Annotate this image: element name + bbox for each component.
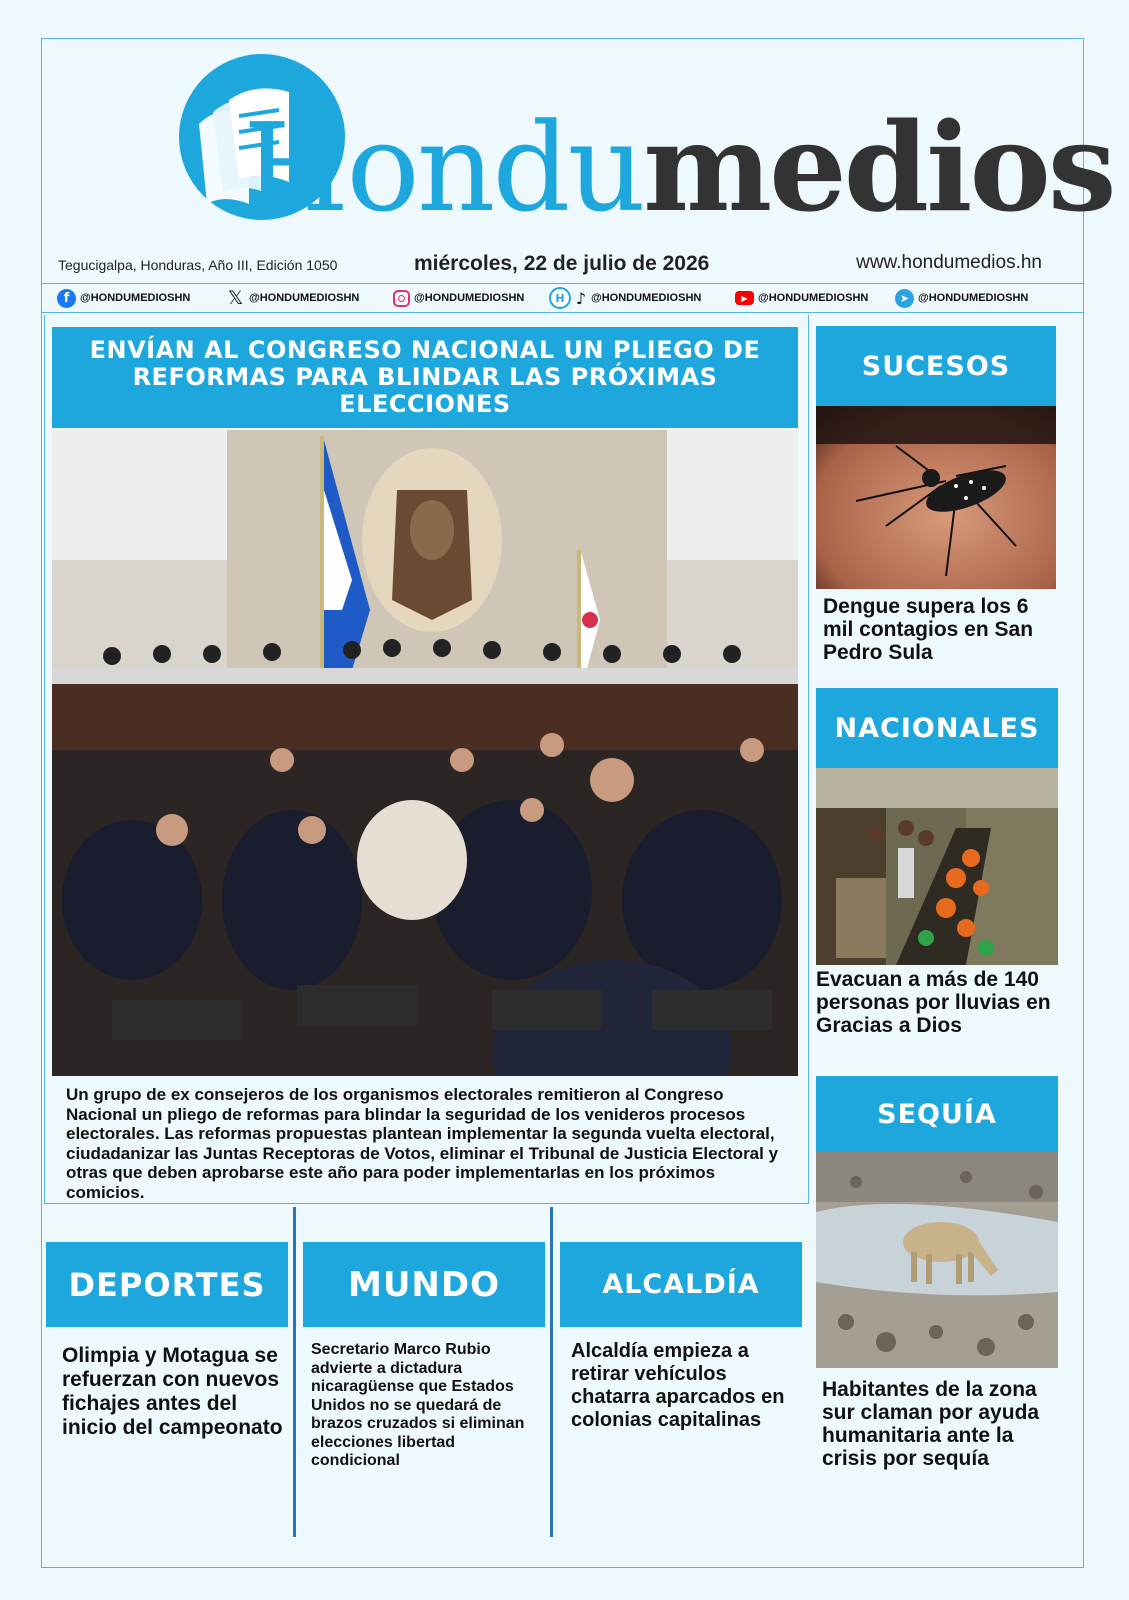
social-x[interactable] — [226, 288, 359, 308]
masthead-logo[interactable] — [175, 48, 1114, 239]
tiktok-icon: ♪ — [575, 288, 587, 308]
social-handle: @HONDUMEDIOSHN — [591, 292, 702, 304]
social-tiktok[interactable] — [549, 288, 701, 308]
website-link[interactable]: www.hondumedios.hn — [856, 252, 1042, 273]
social-youtube[interactable] — [735, 288, 868, 308]
nacionales-headline[interactable]: Evacuan a más de 140 personas por lluvias en Gracias a Dios — [816, 968, 1051, 1037]
sequia-headline[interactable]: Habitantes de la zona sur claman por ayuda humanitaria ante la crisis por sequía — [822, 1378, 1040, 1470]
main-headline[interactable]: ENVÍAN AL CONGRESO NACIONAL UN PLIEGO DE REFORMAS PARA BLINDAR LAS PRÓXIMAS ELECCIONES — [52, 327, 798, 428]
section-label-nacionales[interactable]: NACIONALES — [816, 688, 1058, 768]
x-icon: 𝕏 — [227, 287, 244, 309]
section-label-alcaldia[interactable]: ALCALDÍA — [560, 1242, 802, 1327]
nacionales-photo[interactable] — [816, 768, 1058, 965]
facebook-icon: f — [57, 289, 76, 308]
deportes-headline[interactable]: Olimpia y Motagua se refuerzan con nuevos fichajes antes del inicio del campeonato — [62, 1344, 283, 1439]
sucesos-photo[interactable] — [816, 406, 1056, 589]
main-story-photo[interactable] — [52, 430, 798, 1076]
sucesos-headline[interactable]: Dengue supera los 6 mil contagios en San Pedro Sula — [823, 595, 1034, 664]
issue-date: miércoles, 22 de julio de 2026 — [414, 252, 710, 275]
mosquito-photo-illustration — [816, 406, 1056, 589]
edition-line: Tegucigalpa, Honduras, Año III, Edición 1050 — [58, 257, 338, 273]
column-divider — [293, 1207, 296, 1537]
social-handle: @HONDUMEDIOSHN — [80, 292, 191, 304]
section-label-sucesos[interactable]: SUCESOS — [816, 326, 1056, 406]
logo-wordmark — [243, 92, 1114, 242]
social-handle: @HONDUMEDIOSHN — [249, 292, 360, 304]
column-divider — [550, 1207, 553, 1537]
social-facebook[interactable] — [57, 288, 190, 308]
congress-photo-illustration — [52, 430, 798, 1076]
alcaldia-headline[interactable]: Alcaldía empieza a retirar vehículos chatarra aparcados en colonias capitalinas — [571, 1340, 785, 1431]
section-label-mundo[interactable]: MUNDO — [303, 1242, 545, 1327]
social-bar — [41, 283, 1084, 313]
main-story-body: Un grupo de ex consejeros de los organismos electorales remitieron al Congreso Nacional un pliego de reformas para blindar la seguridad de los venideros procesos electorales. Las reformas propuestas plantean implementar la segunda vuelta electoral, ciudadanizar las Juntas Receptoras de Votos, eliminar el Tribunal de Justicia Electoral y otras que deben aprobarse este año para poder implementarlas en los próximos comicios. — [66, 1085, 779, 1202]
hondumedios-badge-icon: H — [549, 287, 571, 309]
section-label-deportes[interactable]: DEPORTES — [46, 1242, 288, 1327]
brand-part-medios: medios — [643, 95, 1114, 239]
mundo-headline[interactable]: Secretario Marco Rubio advierte a dictadura nicaragüense que Estados Unidos no se quedará de brazos cruzados si eliminan elecciones libertad condicional — [311, 1341, 525, 1469]
social-telegram[interactable] — [895, 288, 1028, 308]
telegram-icon: ➤ — [895, 289, 914, 308]
brand-part-hondu: Hondu — [243, 97, 644, 239]
instagram-icon — [393, 290, 410, 307]
drought-cow-photo-illustration — [816, 1152, 1058, 1368]
social-instagram[interactable] — [393, 288, 524, 308]
section-label-sequia[interactable]: SEQUÍA — [816, 1076, 1058, 1152]
sequia-photo[interactable] — [816, 1152, 1058, 1368]
youtube-icon: ▶ — [735, 291, 754, 305]
social-handle: @HONDUMEDIOSHN — [918, 292, 1029, 304]
info-row — [58, 252, 1058, 276]
evacuation-photo-illustration — [816, 768, 1058, 965]
social-handle: @HONDUMEDIOSHN — [758, 292, 869, 304]
social-handle: @HONDUMEDIOSHN — [414, 292, 525, 304]
